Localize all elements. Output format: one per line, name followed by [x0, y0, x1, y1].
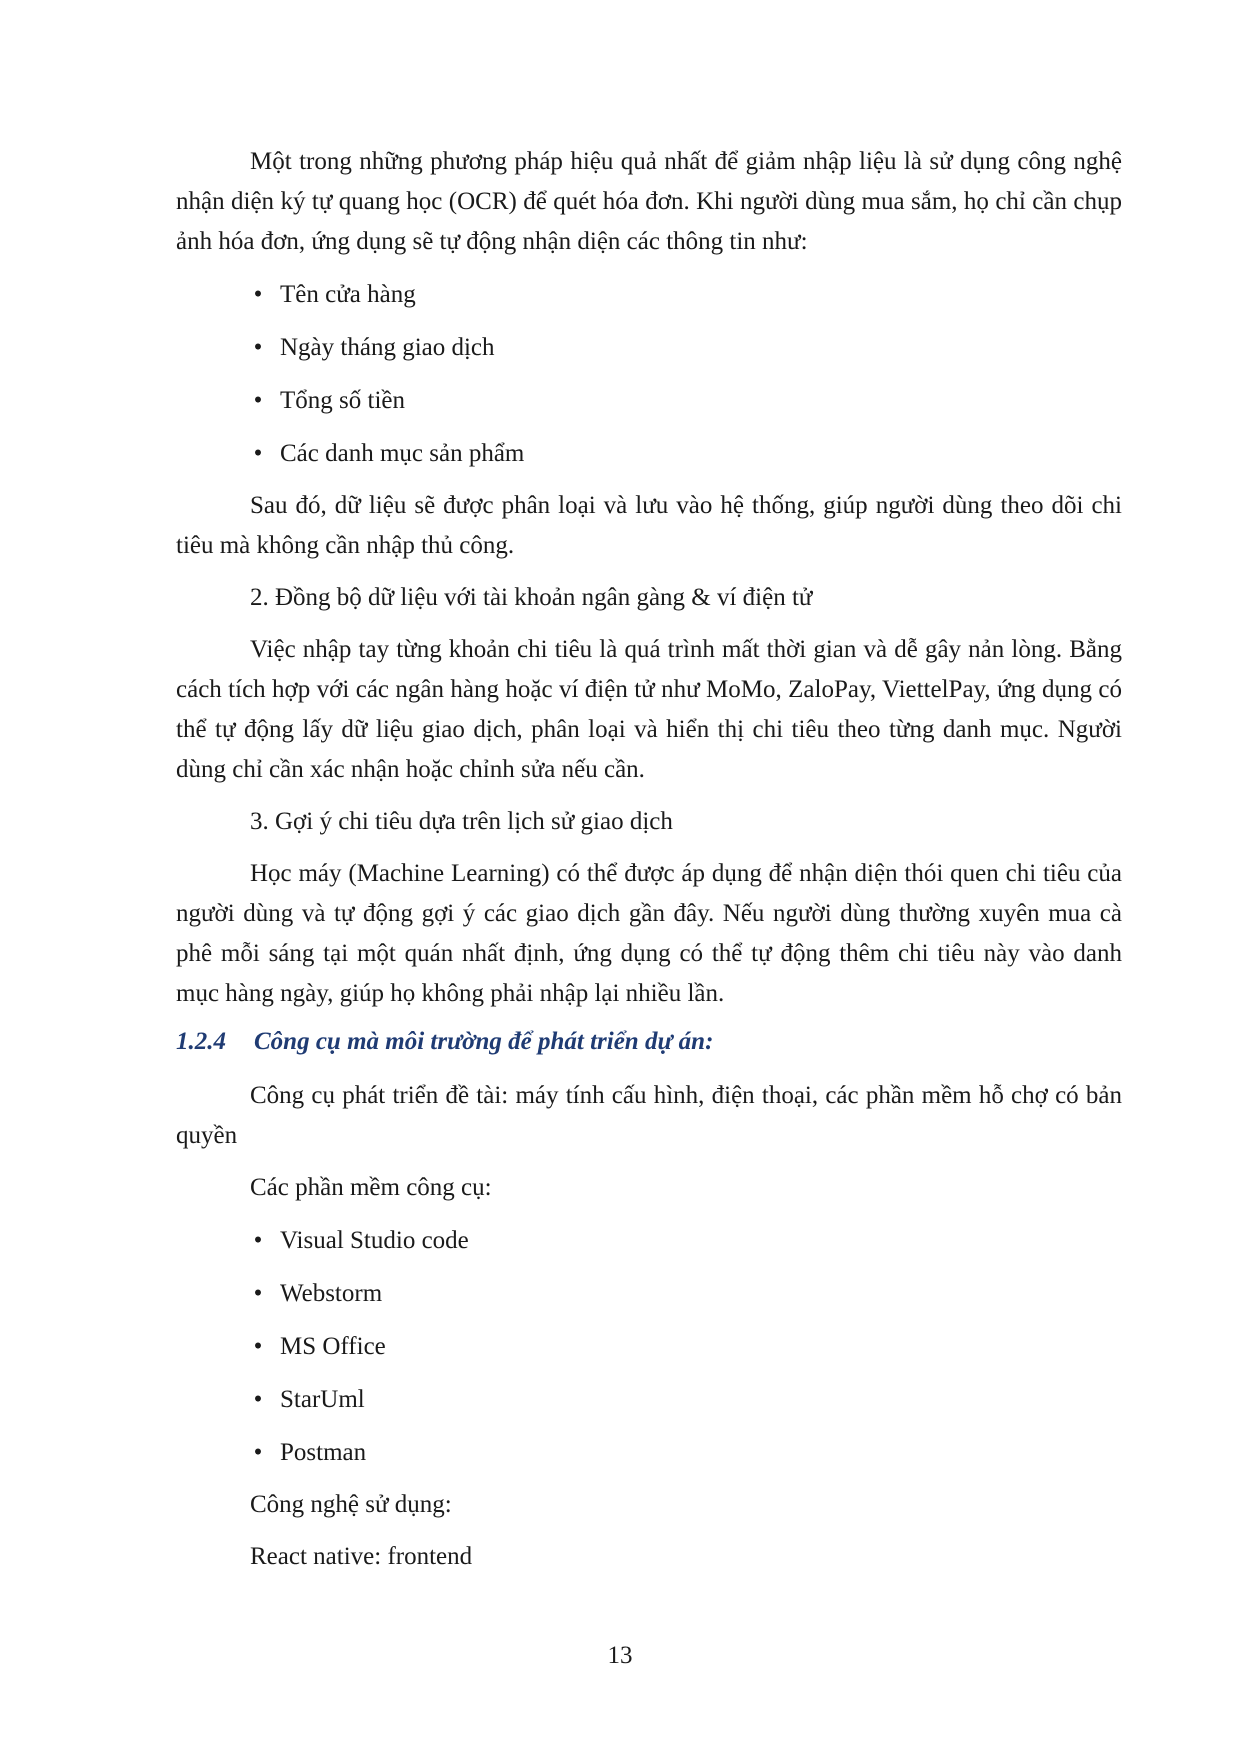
software-list [176, 1221, 1122, 1473]
bullet-icon: • [253, 1386, 263, 1413]
software-label: Các phần mềm công cụ: [250, 1174, 492, 1201]
bullet-icon: • [253, 1227, 263, 1254]
heading-title: Công cụ mà môi trường để phát triển dự án: [254, 1028, 714, 1055]
list-item: • Webstorm [176, 1274, 1122, 1314]
bullet-icon: • [253, 440, 263, 467]
bullet-icon: • [253, 281, 263, 308]
section-heading [176, 1022, 1122, 1062]
page-content [176, 142, 1122, 1577]
ocr-info-list [176, 275, 1122, 474]
bullet-icon: • [253, 1333, 263, 1360]
bullet-icon: • [253, 1280, 263, 1307]
list-item: • Postman [176, 1433, 1122, 1473]
ocr-after-paragraph: Sau đó, dữ liệu sẽ được phân loại và lưu vào hệ thống, giúp người dùng theo dõi chi tiêu mà không cần nhập thủ công. [176, 492, 1122, 559]
list-item: • Các danh mục sản phẩm [176, 434, 1122, 474]
section-3-body: Học máy (Machine Learning) có thể được áp dụng để nhận diện thói quen chi tiêu của người dùng và tự động gợi ý các giao dịch gần đây. Nếu người dùng thường xuyên mua cà phê mỗi sáng tại một quán nhất định, ứng dụng có thể tự động thêm chi tiêu này vào danh mục hàng ngày, giúp họ không phải nhập lại nhiều lần. [176, 860, 1122, 1007]
intro-paragraph: Một trong những phương pháp hiệu quả nhất để giảm nhập liệu là sử dụng công nghệ nhận diện ký tự quang học (OCR) để quét hóa đơn. Khi người dùng mua sắm, họ chỉ cần chụp ảnh hóa đơn, ứng dụng sẽ tự động nhận diện các thông tin như: [176, 148, 1122, 255]
list-item: • Ngày tháng giao dịch [176, 328, 1122, 368]
section-2-body: Việc nhập tay từng khoản chi tiêu là quá trình mất thời gian và dễ gây nản lòng. Bằng cách tích hợp với các ngân hàng hoặc ví điện tử như MoMo, ZaloPay, ViettelPay, ứng dụng có thể tự động lấy dữ liệu giao dịch, phân loại và hiển thị chi tiêu theo từng danh mục. Người dùng chỉ cần xác nhận hoặc chỉnh sửa nếu cần. [176, 636, 1122, 783]
section-3-title: 3. Gợi ý chi tiêu dựa trên lịch sử giao dịch [250, 808, 673, 835]
tech-line: React native: frontend [250, 1543, 473, 1570]
bullet-icon: • [253, 387, 263, 414]
list-item: • StarUml [176, 1380, 1122, 1420]
page-number: 13 [607, 1642, 633, 1669]
heading-number: 1.2.4 [176, 1028, 226, 1055]
bullet-icon: • [253, 334, 263, 361]
tools-intro-paragraph: Công cụ phát triển đề tài: máy tính cấu hình, điện thoại, các phần mềm hỗ chợ có bản quyền [176, 1082, 1122, 1149]
tech-label: Công nghệ sử dụng: [250, 1491, 452, 1518]
list-item: • Tên cửa hàng [176, 275, 1122, 315]
list-item: • Visual Studio code [176, 1221, 1122, 1261]
bullet-icon: • [253, 1439, 263, 1466]
list-item: • MS Office [176, 1327, 1122, 1367]
section-2-title: 2. Đồng bộ dữ liệu với tài khoản ngân gàng & ví điện tử [250, 584, 813, 611]
list-item: • Tổng số tiền [176, 381, 1122, 421]
